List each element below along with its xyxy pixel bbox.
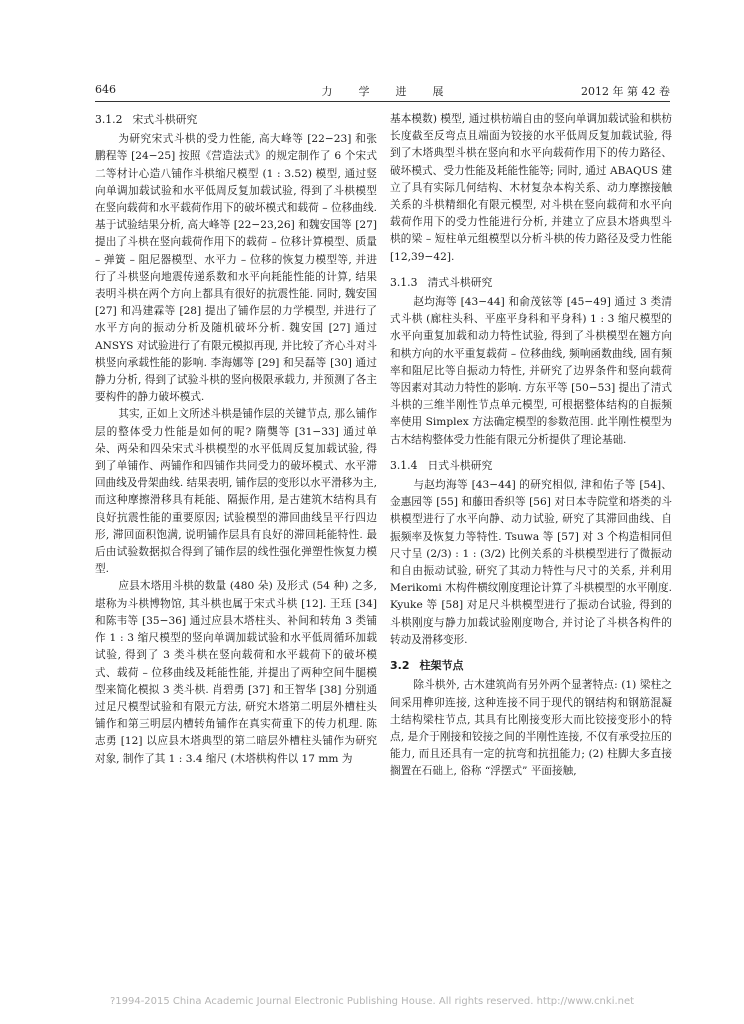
journal-title: 力学进展 [321, 85, 470, 98]
section-number: 3.1.4 [390, 458, 418, 472]
paragraph: 除斗栱外, 古木建筑尚有另外两个显著特点: (1) 梁柱之间采用榫卯连接, 这种连接不同于现代的钢结构和钢筋混凝土结构梁柱节点, 其具有比刚接变形大而比铰接变形小的特点, 是介于刚接和铰接之间的半刚性连接, 不仅有承受拉压的能力, 而且还具有一定的抗弯和抗扭能力; (2) 柱脚大多直接搁置在石础上, 俗称 “浮摆式” 平面接触, [390, 679, 672, 778]
paragraph: 为研究宋式斗栱的受力性能, 高大峰等 [22−23] 和张鹏程等 [24−25] 按照《营造法式》的规定制作了 6 个宋式二等材计心造八铺作斗栱缩尺模型 (1 : 3.52) 模型, 通过竖向单调加载试验和水平低周反复加载试验, 得到了斗栱模型在竖向载荷和水平载荷作用下的破坏模式和载荷 – 位移曲线. 基于试验结果分析, 高大峰等 [22−23,26] 和魏安国等 [27] 提出了斗栱在竖向载荷作用下的载荷 – 位移计算模型、质量 – 弹簧 – 阻尼器模型、水平力 – 位移的恢复力模型等, 并进行了斗栱竖向地震传递系数和水平向耗能性能的计算, 结果表明斗栱在两个方向上都具有很好的抗震性能. 同时, 魏安国 [27] 和冯建霖等 [28] 提出了铺作层的力学模型, 并进行了水平方向的振动分析及随机破坏分析. 魏安国 [27] 通过 ANSYS 对试验进行了有限元模拟再现, 并比较了齐心斗对斗栱竖向承载性能的影响. 李海娜等 [29] 和吴磊等 [30] 通过静力分析, 得到了试验斗栱的竖向极限承载力, 并预测了各主要构件的静力破坏模式. [95, 133, 377, 404]
section-title: 清式斗栱研究 [427, 275, 493, 289]
section-heading-3-1-4 [390, 457, 672, 474]
section-title: 柱架节点 [419, 659, 464, 673]
section-heading-3-1-2 [95, 111, 377, 128]
section-title: 日式斗栱研究 [427, 458, 493, 472]
header-rule [95, 101, 670, 102]
section-number: 3.2 [390, 659, 410, 673]
paragraph-continued: 基本模数) 模型, 通过栱枋端自由的竖向单调加载试验和栱枋长度截至反弯点且端面为铰接的水平低周反复加载试验, 得到了木塔典型斗栱在竖向和水平向载荷作用下的传力路径、破坏模式、受力性能及耗能性能等; 同时, 通过 ABAQUS 建立了具有实际几何结构、木材复杂本构关系、动力摩擦接触关系的斗栱精细化有限元模型, 对斗栱在竖向载荷和水平向载荷作用下的受力性能进行分析, 并建立了应县木塔典型斗栱的梁 – 短柱单元组模型以分析斗栱的传力路径及受力性能 [12,39−42]. [390, 113, 672, 263]
paragraph: 应县木塔用斗栱的数量 (480 朵) 及形式 (54 种) 之多, 堪称为斗栱博物馆, 其斗栱也属于宋式斗栱 [12]. 王珏 [34] 和陈韦等 [35−36] 通过应县木塔柱头、补间和转角 3 类铺作 1 : 3 缩尺模型的竖向单调加载试验和水平低周循环加载试验, 得到了 3 类斗栱在竖向载荷和水平载荷下的破坏模式、载荷 – 位移曲线及耗能性能, 并提出了两种空间牛腿模型来简化模拟 3 类斗栱. 肖碧勇 [37] 和王智华 [38] 分别通过足尺模型试验和有限元方法, 研究木塔第二明层外槽柱头铺作和第三明层内槽转角铺作在真实荷重下的传力机理. 陈志勇 [12] 以应县木塔典型的第二暗层外槽柱头铺作为研究对象, 制作了其 1 : 3.4 缩尺 (木塔栱构件以 17 mm 为 [95, 580, 377, 765]
paragraph: 赵均海等 [43−44] 和俞茂铉等 [45−49] 通过 3 类清式斗栱 (廊柱头科、平座平身科和平身科) 1 : 3 缩尺模型的水平向重复加载和动力特性试验, 得到了斗栱模型在翘方向和栱方向的水平重复载荷 – 位移曲线, 频响函数曲线, 固有频率和阻尼比等自振动力特性, 并研究了边界条件和竖向载荷等因素对其动力特性的影响. 方东平等 [50−53] 提出了清式斗栱的三维半刚性节点单元模型, 可根据整体结构的自振频率使用 Simplex 方法确定模型的参数范围. 此半刚性模型为古木结构整体受力性能有限元分析提供了理论基础. [390, 296, 672, 446]
section-title: 宋式斗栱研究 [132, 113, 198, 126]
section-heading-3-1-3 [390, 274, 672, 291]
page-number: 646 [95, 83, 116, 96]
right-column [390, 111, 672, 781]
section-heading-3-2 [390, 657, 672, 674]
paragraph: 与赵均海等 [43−44] 的研究相似, 津和佑子等 [54]、金惠园等 [55] 和藤田香织等 [56] 对日本寺院堂和塔类的斗栱模型进行了水平向静、动力试验, 研究了其滞回曲线、自振频率及恢复力等特性. Tsuwa 等 [57] 对 3 个构造相同但尺寸呈 (2/3) : 1 : (3/2) 比例关系的斗栱模型进行了微振动和自由振动试验, 研究了其动力特性与尺寸的关系, 并利用 Merikomi 木构件横纹刚度理论计算了斗栱模型的水平刚度. Kyuke 等 [58] 对足尺斗栱模型进行了振动台试验, 得到的斗栱刚度与静力加载试验刚度吻合, 并讨论了斗栱各构件的转动及滑移变形. [390, 479, 672, 646]
section-number: 3.1.3 [390, 275, 418, 289]
copyright-footer: ?1994-2015 China Academic Journal Electronic Publishing House. All rights reserved. http://www.cnki.net [109, 996, 635, 1007]
paragraph: 其实, 正如上文所述斗栱是铺作层的关键节点, 那么铺作层的整体受力性能是如何的呢? 隋龑等 [31−33] 通过单朵、两朵和四朵宋式斗栱模型的水平低周反复加载试验, 得到了单铺作、两铺作和四铺作共同受力的破坏模式、水平滞回曲线及骨架曲线. 结果表明, 铺作层的变形以水平滑移为主, 而这种摩擦滑移具有耗能、隔振作用, 是古建筑木结构具有良好抗震性能的重要原因; 试验模型的滞回曲线呈平行四边形, 滞回面积饱满, 说明铺作层具有良好的滞回耗能特性. 最后由试验数据拟合得到了铺作层的线性强化弹塑性恢复力模型. [95, 408, 377, 576]
volume-info: 2012 年 第 42 卷 [581, 85, 670, 98]
left-column [95, 111, 377, 768]
page-header [95, 83, 670, 99]
section-number: 3.1.2 [95, 113, 123, 126]
